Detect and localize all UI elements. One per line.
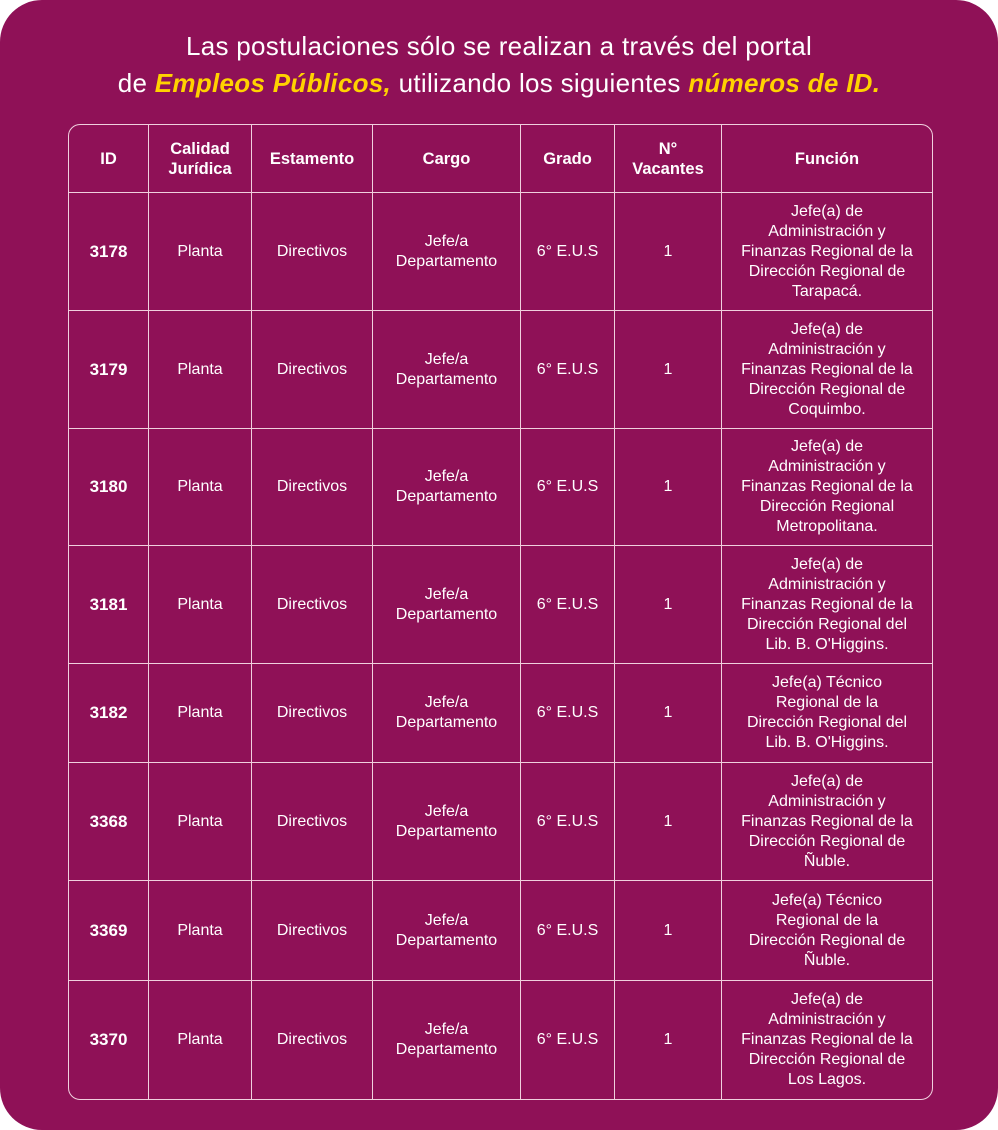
cell-grado: 6° E.U.S (521, 664, 615, 763)
cell-calidad: Planta (149, 193, 252, 311)
cell-funcion: Jefe(a) Técnico Regional de la Dirección Regional del Lib. B. O'Higgins. (722, 664, 932, 763)
header-grado: Grado (521, 125, 615, 193)
cell-vacantes: 1 (615, 193, 722, 311)
cell-cargo: Jefe/a Departamento (373, 429, 521, 546)
cell-estamento: Directivos (252, 881, 373, 981)
cell-grado: 6° E.U.S (521, 881, 615, 981)
cell-id: 3181 (69, 546, 149, 664)
cell-calidad: Planta (149, 981, 252, 1099)
cell-cargo: Jefe/a Departamento (373, 193, 521, 311)
cell-id: 3182 (69, 664, 149, 763)
cell-funcion: Jefe(a) de Administración y Finanzas Regional de la Dirección Regional de Los Lagos. (741, 991, 913, 1088)
cell-estamento: Directivos (252, 664, 373, 763)
heading-highlight-numeros-id: números de ID. (688, 68, 881, 98)
cell-calidad: Planta (149, 429, 252, 546)
cell-cargo: Jefe/a Departamento (373, 546, 521, 664)
cell-grado: 6° E.U.S (521, 193, 615, 311)
cell-grado: 6° E.U.S (521, 429, 615, 546)
header-vacantes: N° Vacantes (615, 125, 722, 193)
cell-vacantes: 1 (615, 763, 722, 881)
cell-id: 3370 (69, 981, 149, 1099)
cell-funcion: Jefe(a) de Administración y Finanzas Regional de la Dirección Regional Metropolitana. (722, 429, 932, 546)
header-funcion: Función (722, 125, 932, 193)
cell-vacantes: 1 (615, 664, 722, 763)
table-row (69, 664, 932, 763)
cell-calidad: Planta (149, 664, 252, 763)
heading-line-2 (0, 65, 998, 102)
cell-estamento: Directivos (252, 429, 373, 546)
cell-calidad: Planta (149, 881, 252, 981)
cell-estamento: Directivos (252, 763, 373, 881)
cell-funcion: Jefe(a) Técnico Regional de la Dirección Regional de Ñuble. (722, 881, 932, 981)
cell-vacantes: 1 (615, 311, 722, 429)
table-row (69, 881, 932, 981)
table-row (69, 981, 932, 1099)
heading-line-2-pre: de (117, 68, 155, 98)
cell-cargo: Jefe/a Departamento (373, 311, 521, 429)
table-row (69, 193, 932, 311)
cell-cargo: Jefe/a Departamento (373, 881, 521, 981)
heading-line-2-mid: utilizando los siguientes (391, 68, 689, 98)
table-header-row (69, 125, 932, 193)
cell-calidad: Planta (149, 763, 252, 881)
table-row (69, 429, 932, 546)
header-cargo: Cargo (373, 125, 521, 193)
cell-grado: 6° E.U.S (521, 311, 615, 429)
table-row (69, 311, 932, 429)
header-calidad-juridica: Calidad Jurídica (149, 125, 252, 193)
header-estamento: Estamento (252, 125, 373, 193)
cell-cargo: Jefe/a Departamento (373, 763, 521, 881)
cell-funcion: Jefe(a) de Administración y Finanzas Regional de la Dirección Regional de Ñuble. (722, 763, 932, 881)
cell-grado: 6° E.U.S (521, 546, 615, 664)
cell-calidad: Planta (149, 311, 252, 429)
cell-id: 3368 (69, 763, 149, 881)
cell-funcion: Jefe(a) de Administración y Finanzas Regional de la Dirección Regional de Coquimbo. (722, 311, 932, 429)
cell-cargo: Jefe/a Departamento (373, 981, 521, 1099)
cell-calidad: Planta (149, 546, 252, 664)
cell-id: 3180 (69, 429, 149, 546)
cell-estamento: Directivos (252, 311, 373, 429)
cell-id: 3178 (69, 193, 149, 311)
positions-table (68, 124, 933, 1100)
heading-line-1: Las postulaciones sólo se realizan a través del portal (185, 31, 813, 61)
cell-vacantes: 1 (615, 881, 722, 981)
cell-vacantes: 1 (615, 981, 722, 1099)
cell-grado: 6° E.U.S (521, 763, 615, 881)
cell-grado: 6° E.U.S (521, 981, 615, 1099)
table-row (69, 546, 932, 664)
cell-vacantes: 1 (615, 429, 722, 546)
cell-funcion: Jefe(a) de Administración y Finanzas Regional de la Dirección Regional del Lib. B. O'Higgins. (722, 546, 932, 664)
page-heading (0, 28, 998, 102)
cell-estamento: Directivos (252, 981, 373, 1099)
table-row (69, 763, 932, 881)
cell-id: 3179 (69, 311, 149, 429)
cell-estamento: Directivos (252, 193, 373, 311)
header-id: ID (69, 125, 149, 193)
cell-estamento: Directivos (252, 546, 373, 664)
cell-funcion: Jefe(a) de Administración y Finanzas Regional de la Dirección Regional de Tarapacá. (722, 193, 932, 311)
cell-vacantes: 1 (615, 546, 722, 664)
cell-cargo: Jefe/a Departamento (373, 664, 521, 763)
heading-highlight-empleos-publicos: Empleos Públicos, (154, 68, 392, 98)
cell-id: 3369 (69, 881, 149, 981)
